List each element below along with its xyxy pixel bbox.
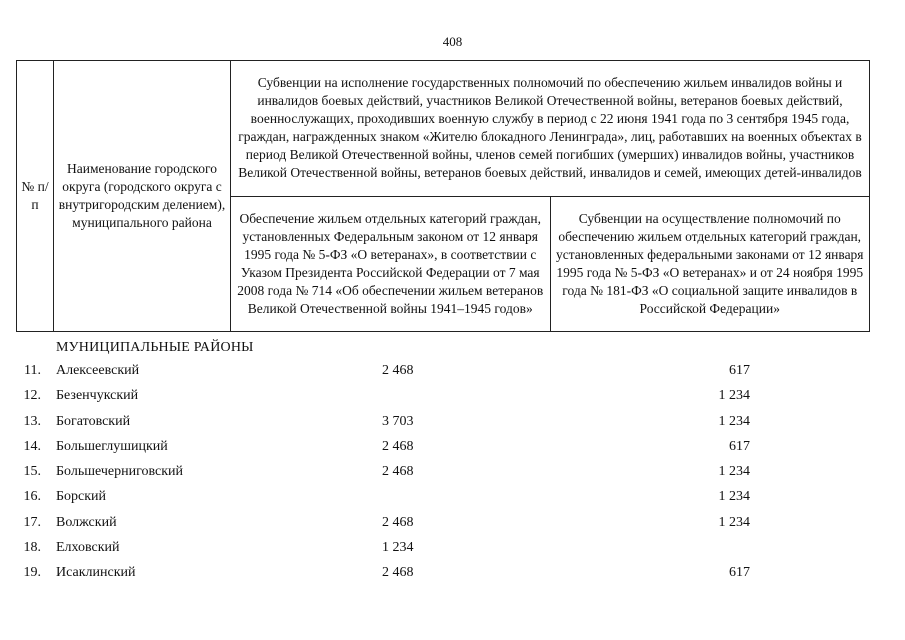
table-header	[16, 60, 870, 332]
table-row	[0, 513, 905, 538]
num-column-header: № п/п	[17, 61, 54, 332]
housing-provision-value: 1 234	[382, 540, 414, 556]
table-row	[0, 361, 905, 386]
row-number: 13.	[23, 413, 41, 429]
row-number: 19.	[23, 565, 41, 581]
subvention-powers-value: 1 234	[718, 489, 750, 505]
name-column-header: Наименование городского округа (городского округа с внутригородским делением), муниципального района	[54, 61, 231, 332]
row-number: 17.	[23, 514, 41, 530]
table-row	[0, 462, 905, 487]
page-number: 408	[442, 34, 463, 49]
housing-provision-value: 2 468	[382, 565, 414, 581]
subvention-powers-column-header: Субвенции на осуществление полномочий по обеспечению жильем отдельных категорий граждан, установленных федеральными законами от 12 января 1995 года № 5-ФЗ «О ветеранах» и от 24 ноября 1995 года № 181-ФЗ «О социальной защите инвалидов в Российской Федерации»	[550, 197, 870, 332]
row-number: 15.	[23, 464, 41, 480]
district-name: Елховский	[56, 540, 120, 556]
subvention-powers-value: 1 234	[718, 464, 750, 480]
table-row	[0, 538, 905, 563]
subvention-powers-value: 617	[729, 363, 750, 378]
district-name: Большечерниговский	[56, 464, 184, 480]
district-name: Исаклинский	[56, 565, 136, 581]
table-row	[0, 437, 905, 462]
housing-provision-value: 2 468	[382, 438, 414, 454]
subvention-powers-value: 617	[729, 565, 750, 581]
table-row	[0, 563, 905, 588]
district-name: Богатовский	[56, 413, 131, 429]
row-number: 11.	[24, 363, 41, 378]
district-name: Большеглушицкий	[56, 438, 168, 454]
subvention-powers-value: 1 234	[718, 514, 750, 530]
section-title: МУНИЦИПАЛЬНЫЕ РАЙОНЫ	[56, 340, 254, 355]
district-name: Безенчукский	[56, 388, 139, 404]
housing-provision-column-header: Обеспечение жильем отдельных категорий граждан, установленных Федеральным законом от 12 января 1995 года № 5-ФЗ «О ветеранах», в соответствии с Указом Президента Российской Федерации от 7 мая 2008 года № 714 «Об обеспечении жильем ветеранов Великой Отечественной войны 1941–1945 годов»	[231, 197, 551, 332]
district-name: Алексеевский	[56, 363, 140, 378]
row-number: 12.	[23, 388, 41, 404]
row-number: 16.	[23, 489, 41, 505]
district-name: Борский	[56, 489, 107, 505]
subvention-group-header: Субвенции на исполнение государственных полномочий по обеспечению жильем инвалидов войны и инвалидов боевых действий, участников Великой Отечественной войны, ветеранов боевых действий, военнослужащих, проходивших военную службу в период с 22 июня 1941 года по 3 сентября 1945 года, граждан, награжденных знаком «Жителю блокадного Ленинграда», лиц, работавших на военных объектах в период Великой Отечественной войны, членов семей погибших (умерших) инвалидов войны, участников Великой Отечественной войны, ветеранов боевых действий, инвалидов и семей, имеющих детей-инвалидов	[231, 61, 870, 197]
subvention-powers-value: 617	[729, 438, 750, 454]
table-row	[0, 487, 905, 512]
row-number: 18.	[23, 540, 41, 556]
housing-provision-value: 2 468	[382, 514, 414, 530]
table-row	[0, 412, 905, 437]
housing-provision-value: 3 703	[382, 413, 414, 429]
district-name: Волжский	[56, 514, 117, 530]
housing-provision-value: 2 468	[382, 363, 414, 378]
subvention-powers-value: 1 234	[718, 413, 750, 429]
table-row	[0, 386, 905, 411]
district-list	[0, 361, 905, 589]
row-number: 14.	[23, 438, 41, 454]
subvention-powers-value: 1 234	[718, 388, 750, 404]
housing-provision-value: 2 468	[382, 464, 414, 480]
